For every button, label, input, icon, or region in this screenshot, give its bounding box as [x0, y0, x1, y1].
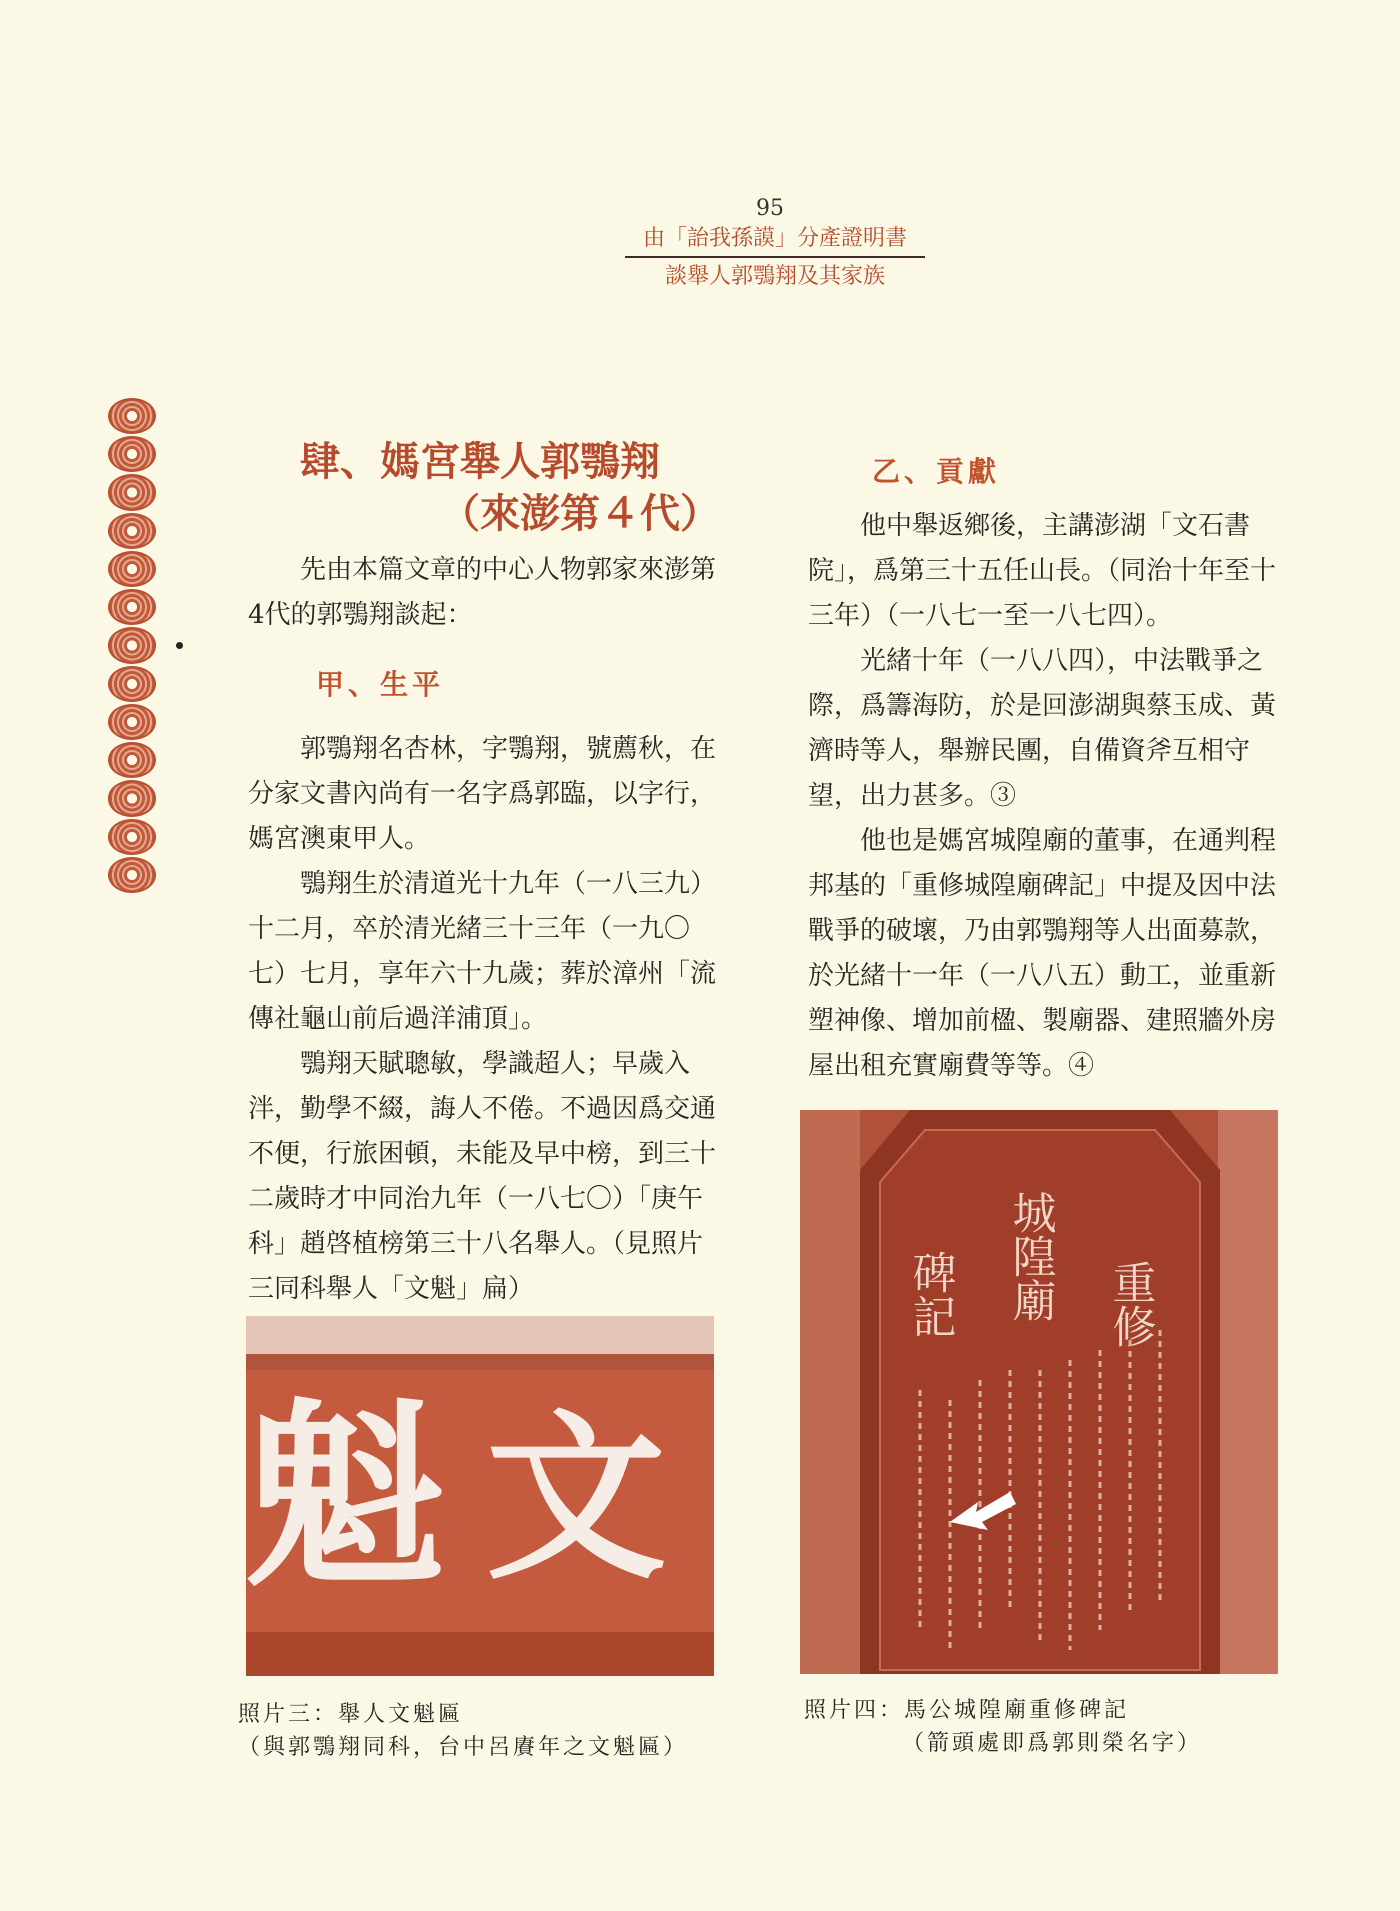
seal-icon [108, 589, 156, 625]
section-b-paragraph: 他中舉返鄉後，主講澎湖「文石書院」，爲第三十五任山長。（同治十年至十三年）（一八七一至一八七四）。 [808, 511, 1277, 631]
photo-temple-stele [800, 1110, 1278, 1674]
seal-icon [108, 666, 156, 702]
photo3-caption-line1: 照片三：舉人文魁匾 [238, 1702, 464, 1727]
section-a-paragraph: 鶚翔天賦聰敏，學識超人；早歲入泮，勤學不綴，誨人不倦。不過因爲交通不便，行旅困頓，未能及早中榜，到三十二歲時才中同治九年（一八七〇）「庚午科」趙啓植榜第三十八名舉人。（見照片三同科舉人「文魁」扁） [248, 1049, 717, 1304]
section-b-heading: 乙、貢獻 [872, 455, 1001, 488]
stele-title-col1: 重修 [1104, 1260, 1156, 1348]
left-column [248, 548, 728, 1312]
page-number: 95 [756, 196, 784, 221]
section-a-paragraph: 郭鶚翔名杏林，字鶚翔，號薦秋，在分家文書內尚有一名字爲郭臨，以字行，媽宮澳東甲人。 [248, 734, 717, 854]
seal-icon [108, 704, 156, 740]
photo3-caption [238, 1698, 738, 1764]
seal-decoration-strip [108, 398, 156, 893]
article-title [300, 436, 730, 540]
seal-icon [108, 627, 156, 663]
seal-icon [108, 513, 156, 549]
stele-title-col2: 城隍廟 [1004, 1190, 1056, 1322]
photo4-caption-line2: （箭頭處即爲郭則榮名字） [902, 1731, 1203, 1756]
section-a-paragraph: 鶚翔生於清道光十九年（一八三九）十二月，卒於清光緒三十三年（一九〇七）七月，享年六十九歲；葬於漳州「流傳社龜山前后過洋浦頂」。 [248, 869, 717, 1034]
running-title-line2: 談舉人郭鶚翔及其家族 [664, 264, 885, 289]
intro-paragraph: 先由本篇文章的中心人物郭家來澎第4代的郭鶚翔談起： [248, 555, 717, 630]
right-column [808, 455, 1288, 1089]
running-head [625, 228, 925, 288]
photo-wenkui-plaque [246, 1316, 714, 1676]
photo4-caption-line1: 照片四：馬公城隍廟重修碑記 [804, 1698, 1130, 1723]
seal-icon [108, 819, 156, 855]
margin-dot [176, 642, 183, 649]
seal-icon [108, 780, 156, 816]
seal-icon [108, 857, 156, 893]
plaque-char-wen: 文 [485, 1393, 667, 1604]
seal-icon [108, 398, 156, 434]
photo4-caption [804, 1694, 1274, 1760]
section-b-paragraph: 他也是媽宮城隍廟的董事，在通判程邦基的「重修城隍廟碑記」中提及因中法戰爭的破壞，乃由郭鶚翔等人出面募款，於光緒十一年（一八八五）動工，並重新塑神像、增加前楹、製廟器、建照牆外房屋出租充實廟費等等。④ [808, 826, 1277, 1081]
article-title-line2: （來澎第４代） [440, 490, 720, 537]
section-b-paragraph: 光緒十年（一八八四），中法戰爭之際，爲籌海防，於是回澎湖與蔡玉成、黃濟時等人，舉辦民團，自備資斧互相守望，出力甚多。③ [808, 646, 1277, 811]
seal-icon [108, 436, 156, 472]
seal-icon [108, 474, 156, 510]
plaque-char-kui: 魁 [246, 1379, 447, 1614]
photo3-caption-line2: （與郭鶚翔同科，台中呂賡年之文魁匾） [238, 1735, 689, 1760]
running-title-line1: 由「詒我孫謨」分產證明書 [625, 228, 925, 258]
seal-icon [108, 742, 156, 778]
seal-icon [108, 551, 156, 587]
article-title-line1: 肆、媽宮舉人郭鶚翔 [300, 438, 660, 485]
stele-title-col3: 碑記 [904, 1250, 956, 1338]
section-a-heading: 甲、生平 [316, 668, 445, 701]
